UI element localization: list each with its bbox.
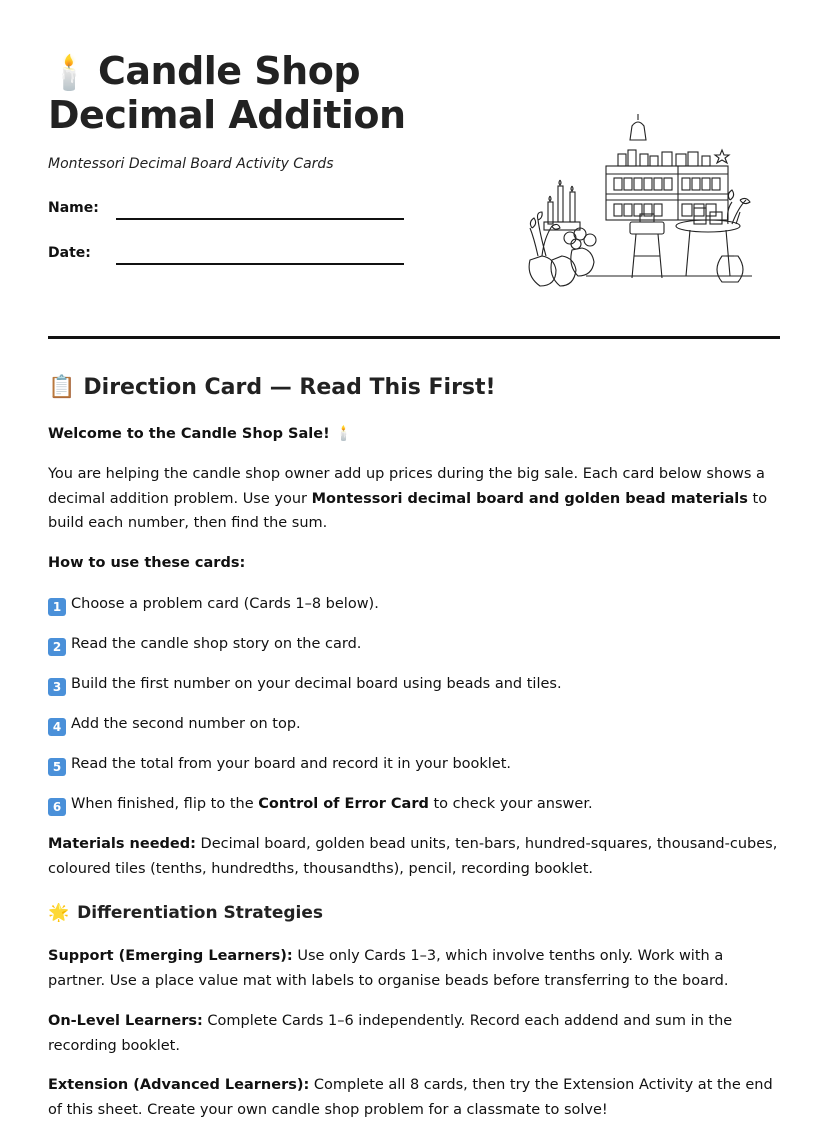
keycap-5-icon: 5 (48, 758, 66, 776)
step-item: 2 Read the candle shop story on the card. (48, 634, 361, 656)
support-paragraph: Support (Emerging Learners): Use only Cards 1–3, which involve tenths only. Work with a partner. Use a place value mat with labels to organise beads before transferring to the board. (48, 948, 729, 989)
step-item: 3 Build the first number on your decimal board using beads and tiles. (48, 674, 562, 696)
name-field (48, 200, 99, 216)
glowing-star-icon: 🌟 (48, 903, 70, 923)
howto-label: How to use these cards: (48, 555, 246, 571)
differentiation-heading: 🌟 Differentiation Strategies (48, 903, 324, 923)
keycap-4-icon: 4 (48, 718, 66, 736)
step-item: 4 Add the second number on top. (48, 714, 301, 736)
name-line[interactable] (116, 218, 404, 220)
clipboard-icon: 📋 (48, 375, 76, 400)
direction-heading: 📋 Direction Card — Read This First! (48, 375, 496, 400)
keycap-6-icon: 6 (48, 798, 66, 816)
candle-icon: 🕯️ (334, 426, 353, 442)
welcome-line: Welcome to the Candle Shop Sale! 🕯️ (48, 426, 353, 442)
date-field (48, 245, 91, 261)
candle-shop-illustration (526, 110, 756, 292)
keycap-1-icon: 1 (48, 598, 66, 616)
subtitle: Montessori Decimal Board Activity Cards (48, 156, 334, 172)
step-item: 5 Read the total from your board and record it in your booklet. (48, 754, 511, 776)
keycap-3-icon: 3 (48, 678, 66, 696)
keycap-2-icon: 2 (48, 638, 66, 656)
onlevel-paragraph: On-Level Learners: Complete Cards 1–6 independently. Record each addend and sum in the recording booklet. (48, 1013, 733, 1054)
header-divider (48, 336, 780, 339)
name-label: Name: (48, 200, 99, 216)
step-item: 1 Choose a problem card (Cards 1–8 below). (48, 594, 379, 616)
candle-icon: 🕯️ (48, 53, 90, 93)
materials-paragraph: Materials needed: Decimal board, golden bead units, ten-bars, hundred-squares, thousand-cubes, coloured tiles (tenths, hundredths, thousandths), pencil, recording booklet. (48, 836, 778, 877)
extension-paragraph: Extension (Advanced Learners): Complete all 8 cards, then try the Extension Activity at the end of this sheet. Create your own candle shop problem for a classmate to solve! (48, 1077, 773, 1118)
date-line[interactable] (116, 263, 404, 265)
page-title: 🕯️ Candle Shop Decimal Addition (48, 49, 406, 137)
step-item: 6 When finished, flip to the Control of Error Card to check your answer. (48, 794, 593, 816)
intro-paragraph: You are helping the candle shop owner add up prices during the big sale. Each card below shows a decimal addition problem. Use your Montessori decimal board and golden bead materials to build each number, then find the sum. (48, 466, 768, 531)
date-label: Date: (48, 245, 91, 261)
